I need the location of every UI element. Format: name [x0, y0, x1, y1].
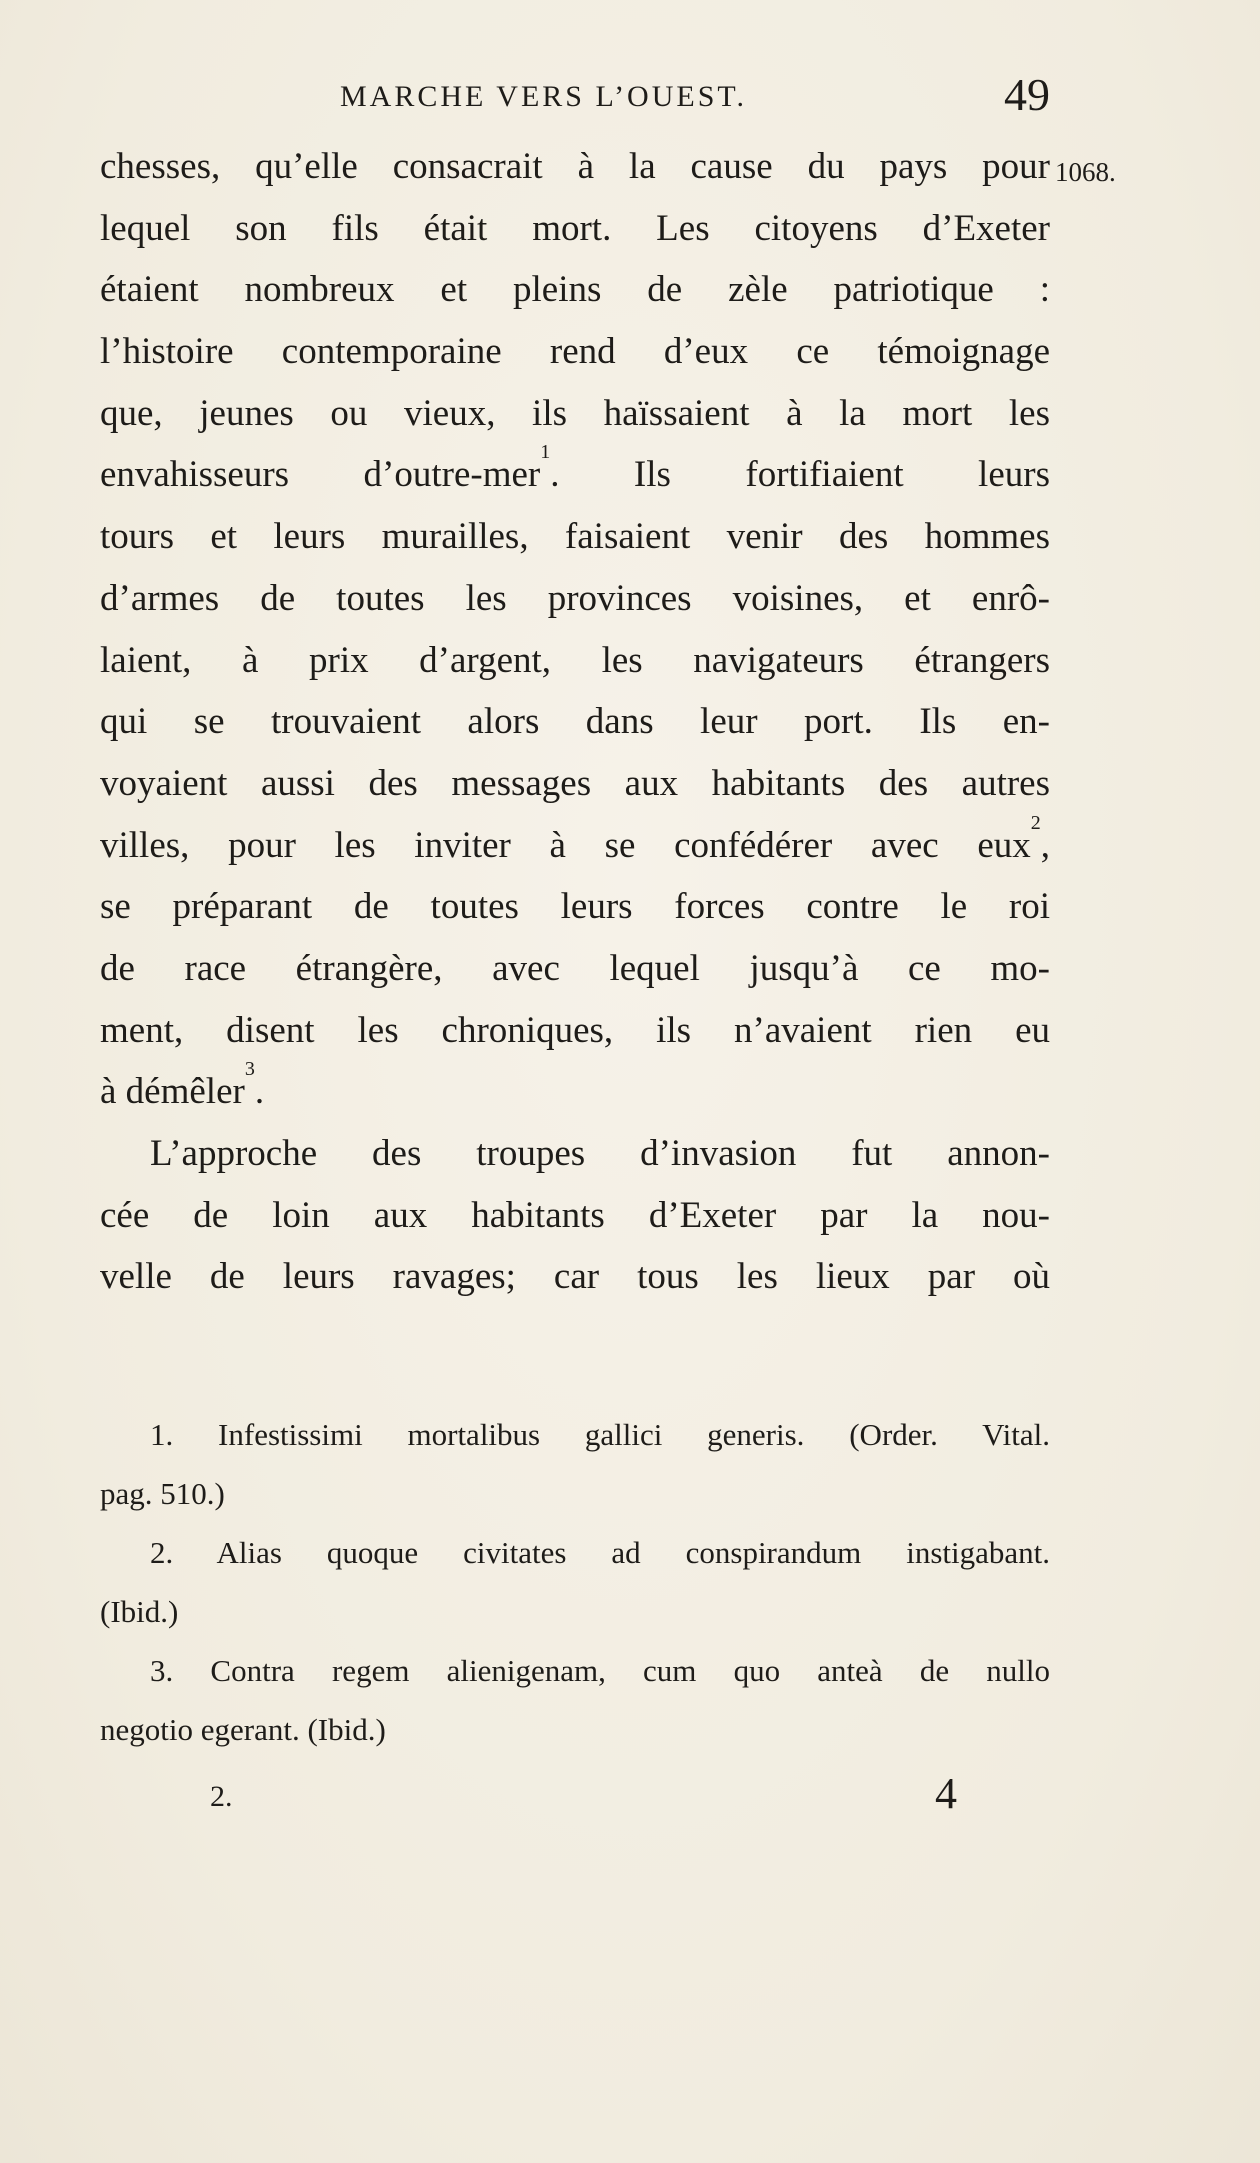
text-segment: . Ils fortifiaient leurs	[550, 454, 1050, 496]
footnote-ref: 1	[540, 441, 551, 464]
text-segment: à démêler	[100, 1071, 245, 1113]
text-line: tours et leurs murailles, faisaient venir des hommes	[100, 516, 1050, 558]
text-line: étaient nombreux et pleins de zèle patriotique :	[100, 269, 1050, 311]
running-head	[100, 68, 1050, 138]
footnote-line: 2. Alias quoque civitates ad conspirandum instigabant.	[150, 1535, 1050, 1570]
text-line: velle de leurs ravages; car tous les lieux par où	[100, 1256, 1050, 1298]
footnotes	[100, 1405, 1050, 1759]
page-number: 49	[1004, 69, 1050, 120]
text-segment: .	[254, 1071, 265, 1113]
text-line: chesses, qu’elle consacrait à la cause du pays pour	[100, 146, 1050, 187]
footnote-line: 3. Contra regem alienigenam, cum quo anteà de nullo	[150, 1653, 1050, 1688]
signature-mark: 2.	[210, 1780, 233, 1813]
text-line: lequel son fils était mort. Les citoyens d’Exeter	[100, 207, 1050, 249]
footnote-line: (Ibid.)	[100, 1594, 179, 1629]
body-text	[100, 136, 1050, 1308]
text-line: d’armes de toutes les provinces voisines, et enrô-	[100, 577, 1050, 619]
footnote-line: 1. Infestissimi mortalibus gallici generis. (Order. Vital.	[150, 1417, 1050, 1452]
footnote-line: pag. 510.)	[100, 1476, 225, 1511]
text-line: l’histoire contemporaine rend d’eux ce témoignage	[100, 331, 1050, 373]
text-segment: ,	[1040, 824, 1050, 866]
text-line: de race étrangère, avec lequel jusqu’à ce mo-	[100, 947, 1050, 989]
text-line: L’approche des troupes d’invasion fut annon-	[150, 1133, 1050, 1174]
text-line	[100, 441, 1050, 506]
text-segment: villes, pour les inviter à se confédérer avec eux	[100, 824, 1031, 866]
text-line: qui se trouvaient alors dans leur port. Ils en-	[100, 701, 1050, 743]
text-line: laient, à prix d’argent, les navigateurs étrangers	[100, 639, 1050, 681]
text-line: ment, disent les chroniques, ils n’avaient rien eu	[100, 1009, 1050, 1051]
text-line	[100, 811, 1050, 877]
footnote-ref: 3	[244, 1058, 255, 1081]
running-title: MARCHE VERS L’OUEST.	[340, 80, 747, 113]
text-line: cée de loin aux habitants d’Exeter par la nou-	[100, 1194, 1050, 1236]
text-line	[100, 1058, 1050, 1123]
sheet-number: 4	[935, 1769, 957, 1818]
text-line: se préparant de toutes leurs forces contre le roi	[100, 886, 1050, 928]
footnote-line: negotio egerant. (Ibid.)	[100, 1712, 386, 1747]
margin-date: 1068.	[1055, 157, 1116, 187]
footnote-ref: 2	[1030, 811, 1041, 834]
text-line: voyaient aussi des messages aux habitants des autres	[100, 762, 1050, 804]
text-line: que, jeunes ou vieux, ils haïssaient à la mort les	[100, 392, 1050, 434]
text-segment: envahisseurs d’outre-mer	[100, 454, 541, 496]
